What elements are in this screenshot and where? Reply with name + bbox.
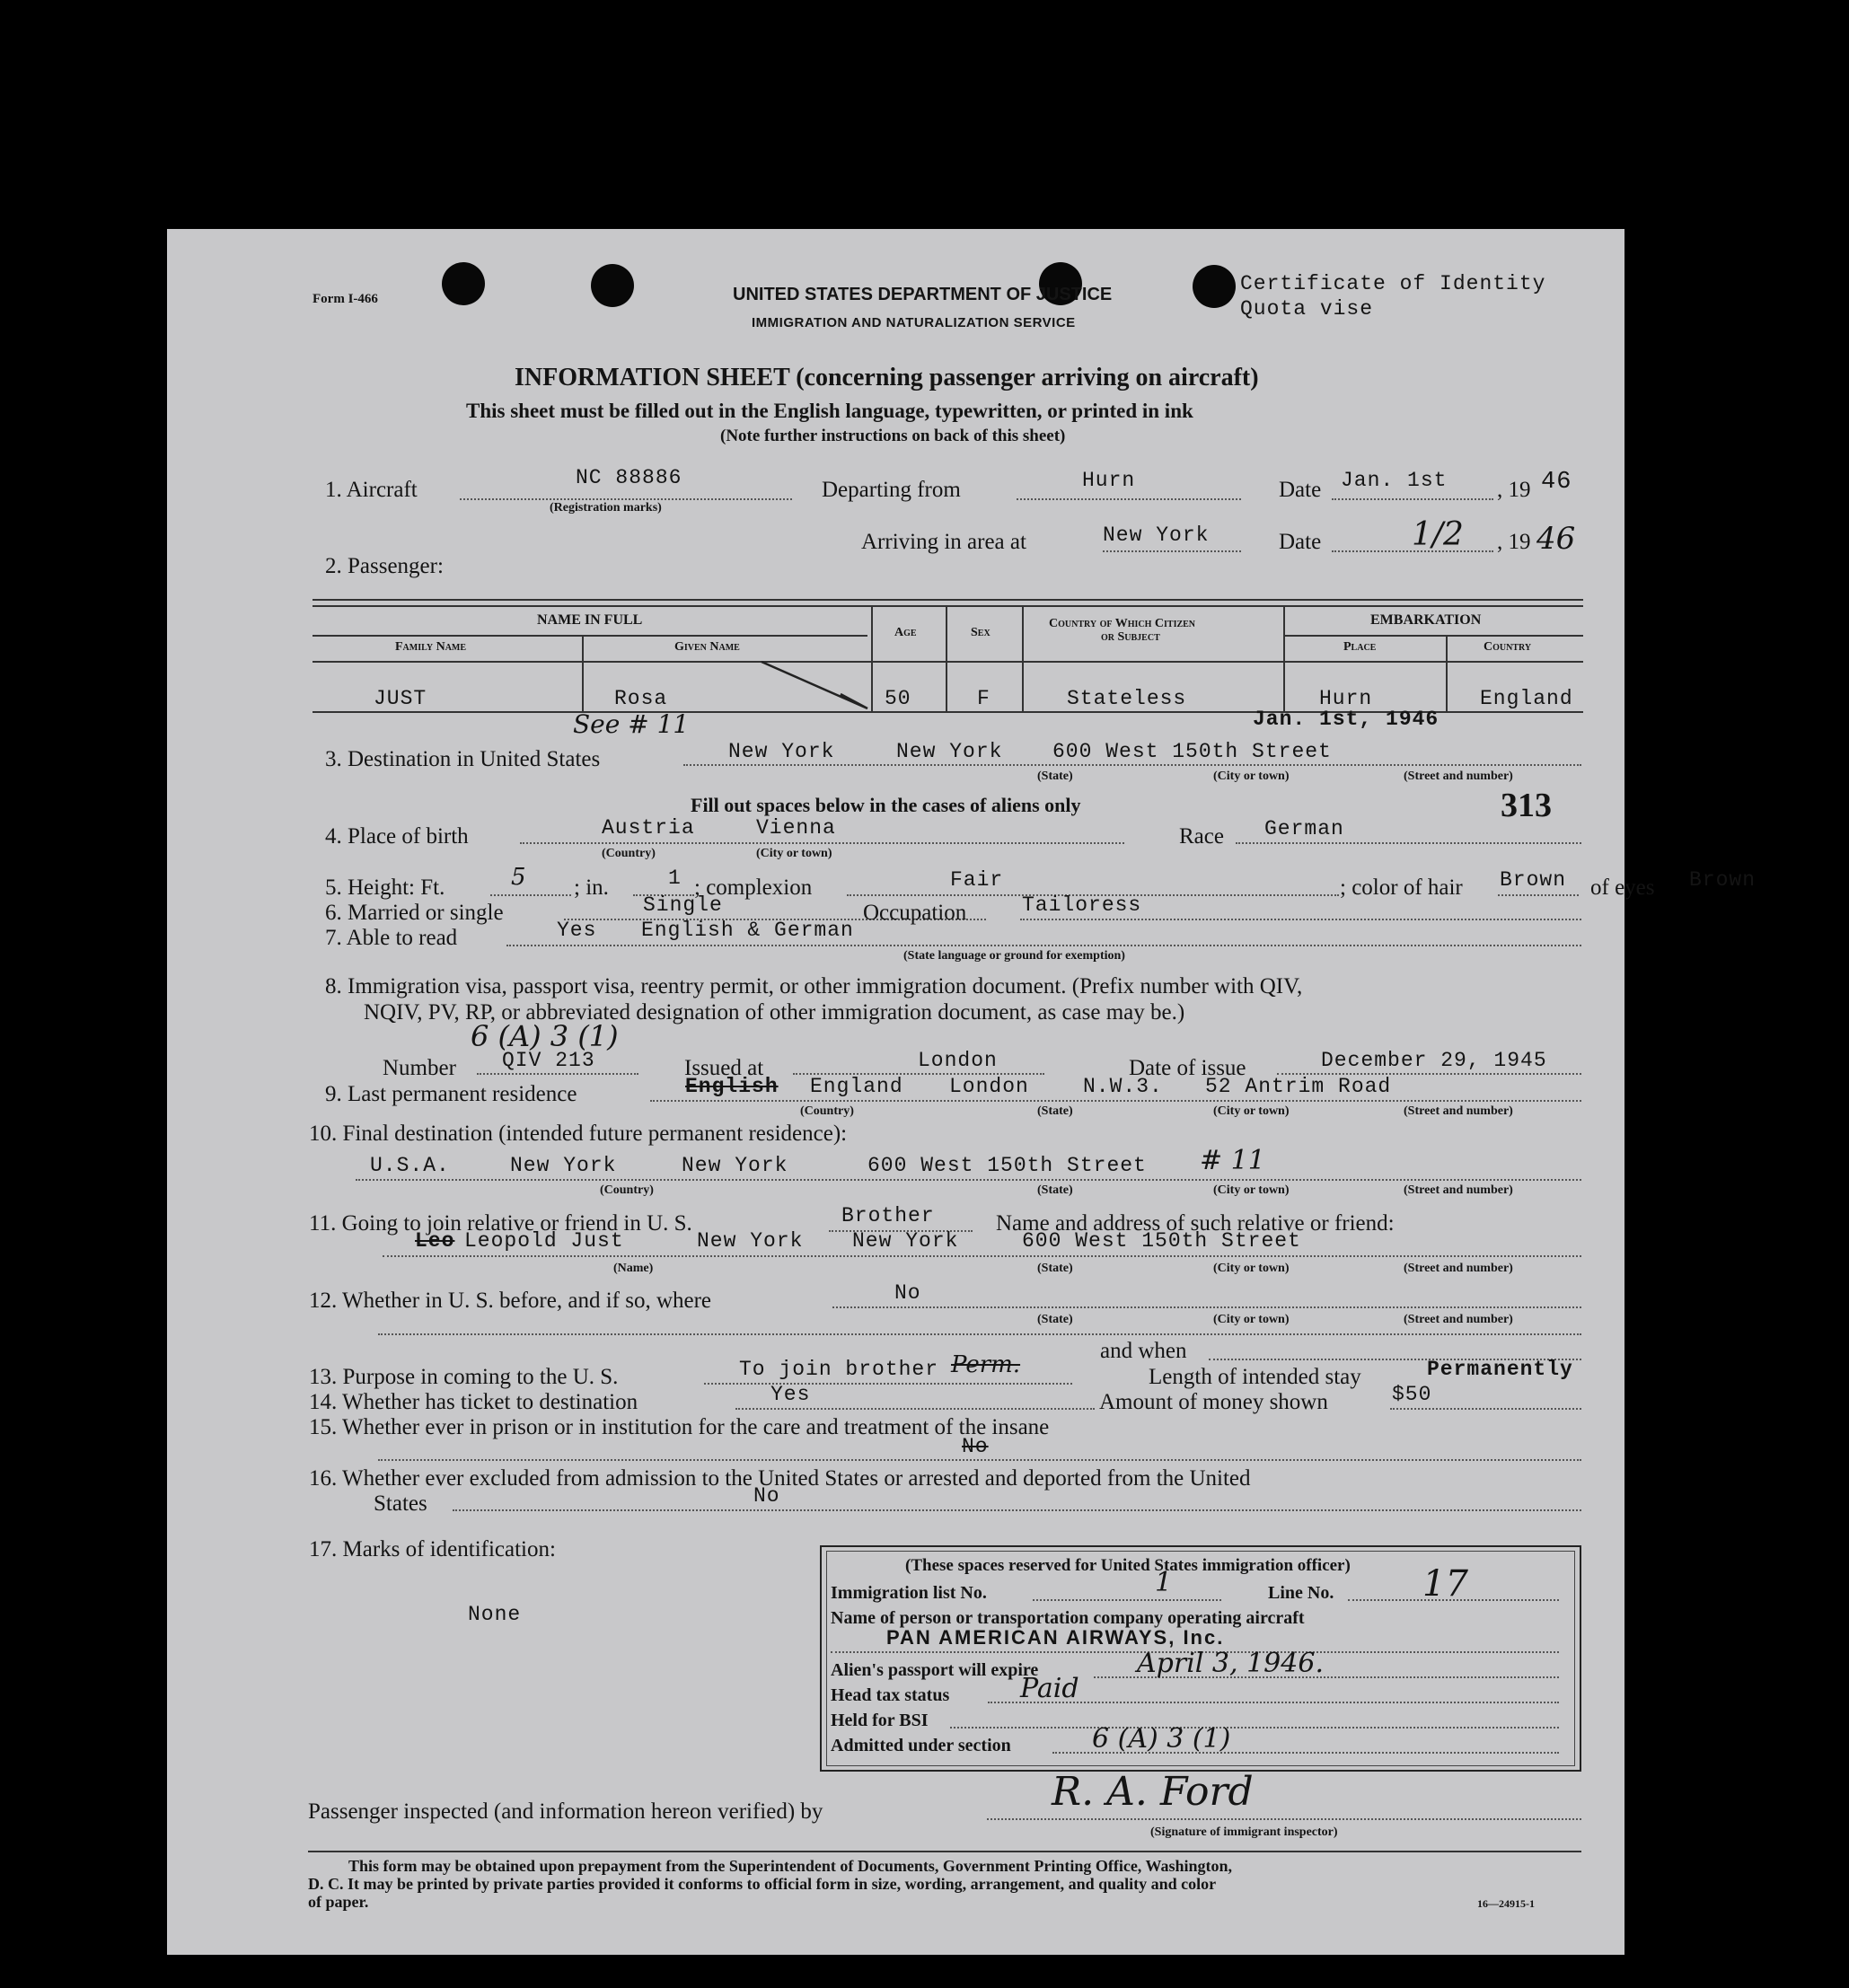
depart-year-prefix: , 19 — [1497, 478, 1531, 502]
col-citizen-2: or Subject — [1101, 630, 1160, 644]
caption-city: (City or town) — [1213, 1262, 1290, 1275]
height-label: 5. Height: Ft. — [325, 875, 445, 900]
relative-name-label: Name and address of such relative or friend: — [996, 1211, 1395, 1236]
aircraft-label: 1. Aircraft — [325, 478, 418, 502]
departing-value: Hurn — [1082, 469, 1136, 492]
eyes-label: of eyes — [1590, 875, 1655, 900]
col-given-name: Given Name — [674, 640, 740, 654]
bsi-label: Held for BSI — [831, 1711, 929, 1730]
col-country: Country — [1484, 640, 1532, 654]
caption-street: (Street and number) — [1404, 1262, 1513, 1275]
caption-country: (Country) — [602, 847, 656, 860]
destination-street: 600 West 150th Street — [1052, 740, 1332, 763]
punch-hole — [1193, 265, 1236, 308]
issue-date-value: December 29, 1945 — [1321, 1049, 1547, 1072]
residence-city: N.W.3. — [1083, 1075, 1163, 1098]
complexion-value: Fair — [950, 868, 1004, 892]
punch-hole — [591, 264, 634, 307]
birthplace-label: 4. Place of birth — [325, 824, 469, 849]
caption-country: (Country) — [600, 1183, 654, 1197]
expire-label: Alien's passport will expire — [831, 1660, 1039, 1680]
final-state: New York — [510, 1154, 617, 1177]
destination-city: New York — [896, 740, 1003, 763]
col-age: Age — [894, 626, 917, 639]
issued-value: London — [918, 1049, 998, 1072]
passenger-age: 50 — [885, 687, 911, 710]
caption-state: (State) — [1037, 1104, 1073, 1118]
read-label: 7. Able to read — [325, 926, 458, 950]
issued-label: Issued at — [684, 1056, 764, 1080]
marital-label: 6. Married or single — [325, 901, 504, 925]
caption-state: (State) — [1037, 1313, 1073, 1326]
caption-street: (Street and number) — [1404, 1104, 1513, 1118]
height-feet: 5 — [511, 864, 526, 891]
handwritten-check-mark — [760, 658, 872, 712]
money-value: $50 — [1392, 1383, 1432, 1406]
form-sheet — [167, 229, 1757, 1955]
stay-value: Permanently — [1427, 1358, 1573, 1381]
stay-label: Length of intended stay — [1149, 1365, 1361, 1389]
embark-country: England — [1480, 687, 1573, 710]
and-when-label: and when — [1100, 1339, 1187, 1363]
residence-street: 52 Antrim Road — [1205, 1075, 1392, 1098]
depart-year-value: 46 — [1541, 469, 1572, 496]
prison-label: 15. Whether ever in prison or in institution for the care and treatment of the insane — [309, 1415, 1050, 1439]
relative-name: Leopold Just — [464, 1229, 624, 1253]
final-handwritten: # 11 — [1200, 1145, 1265, 1176]
line-number-label: Line No. — [1268, 1583, 1334, 1603]
race-value: German — [1264, 817, 1344, 840]
caption-city: (City or town) — [1213, 770, 1290, 783]
marital-value: Single — [643, 893, 723, 917]
destination-handwritten: See # 11 — [573, 709, 690, 739]
arrive-year-value: 46 — [1536, 521, 1576, 557]
final-destination-label: 10. Final destination (intended future permanent residence): — [309, 1122, 848, 1146]
typed-note-quota: Quota vise — [1240, 297, 1374, 321]
join-label: 11. Going to join relative or friend in U. S. — [309, 1211, 692, 1236]
caption-country: (Country) — [800, 1104, 854, 1118]
registration-caption: (Registration marks) — [550, 501, 662, 515]
final-street: 600 West 150th Street — [867, 1154, 1147, 1177]
caption-city: (City or town) — [1213, 1313, 1290, 1326]
birthplace-city: Vienna — [756, 816, 836, 840]
section-label: Admitted under section — [831, 1736, 1011, 1755]
caption-state: (State) — [1037, 1262, 1073, 1275]
caption-street: (Street and number) — [1404, 1313, 1513, 1326]
join-relation: Brother — [841, 1204, 935, 1227]
company-label: Name of person or transportation company operating aircraft — [831, 1608, 1305, 1628]
height-inches-label: ; in. — [574, 875, 609, 900]
signature-caption: (Signature of immigrant inspector) — [1150, 1825, 1338, 1839]
hair-label: ; color of hair — [1340, 875, 1463, 900]
arrive-year-prefix: , 19 — [1497, 530, 1531, 554]
read-value: Yes — [557, 919, 597, 942]
caption-name: (Name) — [613, 1262, 654, 1275]
typed-note-certificate: Certificate of Identity — [1240, 272, 1546, 295]
embark-place: Hurn — [1319, 687, 1373, 710]
arrive-date-value: 1/2 — [1412, 516, 1464, 553]
col-family-name: Family Name — [395, 640, 467, 654]
inspection-label: Passenger inspected (and information hereon verified) by — [308, 1799, 823, 1824]
residence-country: England — [810, 1075, 903, 1098]
passenger-family-name: JUST — [374, 687, 427, 710]
list-number-value: 1 — [1155, 1567, 1173, 1598]
service-name: IMMIGRATION AND NATURALIZATION SERVICE — [752, 315, 1076, 330]
identification-label: 17. Marks of identification: — [309, 1537, 556, 1561]
residence-label: 9. Last permanent residence — [325, 1082, 577, 1106]
page-number: 313 — [1501, 787, 1552, 824]
caption-street: (Street and number) — [1404, 1183, 1513, 1197]
footer-line2: D. C. It may be printed by private parties provided it conforms to official form in size, wording, arrangement, and quality and color — [308, 1875, 1217, 1893]
final-city: New York — [682, 1154, 788, 1177]
passenger-given-name: Rosa — [614, 687, 668, 710]
footer-line1: This form may be obtained upon prepayment from the Superintendent of Documents, Government Printing Office, Washington, — [348, 1857, 1233, 1875]
caption-state: (State) — [1037, 1183, 1073, 1197]
headtax-label: Head tax status — [831, 1685, 950, 1705]
eyes-color: Brown — [1689, 868, 1757, 892]
col-sex: Sex — [971, 626, 991, 639]
caption-city: (City or town) — [1213, 1104, 1290, 1118]
line-number-value: 17 — [1422, 1563, 1468, 1605]
section-value: 6 (A) 3 (1) — [1092, 1723, 1231, 1755]
birthplace-country: Austria — [602, 816, 695, 840]
ticket-label: 14. Whether has ticket to destination — [309, 1390, 638, 1414]
depart-date-label: Date — [1279, 478, 1322, 502]
relative-state: New York — [697, 1229, 804, 1253]
list-number-label: Immigration list No. — [831, 1583, 987, 1603]
relative-struck: Leo — [415, 1229, 455, 1253]
document-line1: 8. Immigration visa, passport visa, reentry permit, or other immigration document. (Prefix number with QIV, — [325, 974, 1303, 998]
caption-state: (State) — [1037, 770, 1073, 783]
ticket-value: Yes — [770, 1383, 811, 1406]
footer-line3: of paper. — [308, 1893, 369, 1911]
aircraft-value: NC 88886 — [576, 466, 682, 489]
headtax-value: Paid — [1020, 1673, 1079, 1704]
col-name-in-full: NAME IN FULL — [537, 612, 643, 628]
form-subtitle: This sheet must be filled out in the English language, typewritten, or printed in ink — [466, 400, 1193, 422]
purpose-handwritten: Perm. — [951, 1351, 1021, 1378]
previous-visit-value: No — [894, 1281, 921, 1305]
col-embarkation: EMBARKATION — [1370, 612, 1482, 628]
purpose-value: To join brother — [739, 1358, 939, 1381]
occupation-label: Occupation — [863, 901, 967, 925]
occupation-value: Tailoress — [1022, 893, 1142, 917]
form-number: Form I-466 — [313, 292, 378, 306]
inspector-signature: R. A. Ford — [1052, 1769, 1254, 1815]
purpose-label: 13. Purpose in coming to the U. S. — [309, 1365, 619, 1389]
document-handwritten: 6 (A) 3 (1) — [471, 1019, 619, 1053]
officer-heading: (These spaces reserved for United States immigration officer) — [905, 1556, 1351, 1575]
prison-value: No — [962, 1435, 989, 1458]
document-line2: NQIV, PV, RP, or abbreviated designation of other immigration document, as case may be.) — [364, 1000, 1185, 1025]
relative-street: 600 West 150th Street — [1022, 1229, 1301, 1253]
embark-date: Jan. 1st, 1946 — [1253, 708, 1440, 731]
passenger-citizenship: Stateless — [1067, 687, 1187, 710]
passenger-sex: F — [977, 687, 991, 710]
relative-city: New York — [852, 1229, 959, 1253]
departing-label: Departing from — [822, 478, 961, 502]
complexion-label: ; complexion — [694, 875, 813, 900]
arriving-label: Arriving in area at — [861, 530, 1026, 554]
col-place: Place — [1343, 640, 1377, 654]
residence-state: London — [949, 1075, 1029, 1098]
punch-hole — [442, 262, 485, 305]
caption-city: (City or town) — [1213, 1183, 1290, 1197]
number-value: QIV 213 — [502, 1049, 595, 1072]
company-value: PAN AMERICAN AIRWAYS, Inc. — [886, 1626, 1225, 1649]
height-inches: 1 — [668, 866, 682, 890]
read-caption: (State language or ground for exemption) — [903, 949, 1125, 963]
passenger-label: 2. Passenger: — [325, 554, 444, 578]
form-title: INFORMATION SHEET (concerning passenger arriving on aircraft) — [515, 364, 1259, 391]
money-label: Amount of money shown — [1099, 1390, 1328, 1414]
excluded-line1: 16. Whether ever excluded from admission to the United States or arrested and deported from the United — [309, 1466, 1251, 1491]
department-name: UNITED STATES DEPARTMENT OF JUSTICE — [733, 285, 1113, 304]
expire-value: April 3, 1946. — [1137, 1648, 1324, 1679]
race-label: Race — [1179, 824, 1224, 849]
caption-street: (Street and number) — [1404, 770, 1513, 783]
identification-value: None — [468, 1603, 522, 1626]
excluded-line2: States — [374, 1491, 427, 1516]
residence-struck: English — [685, 1075, 779, 1098]
arriving-value: New York — [1103, 523, 1210, 547]
destination-label: 3. Destination in United States — [325, 747, 601, 771]
arrive-date-label: Date — [1279, 530, 1322, 554]
footer-code: 16—24915-1 — [1477, 1897, 1535, 1910]
form-note: (Note further instructions on back of this sheet) — [720, 427, 1066, 445]
number-label: Number — [383, 1056, 456, 1080]
final-country: U.S.A. — [370, 1154, 450, 1177]
caption-city: (City or town) — [756, 847, 832, 860]
col-citizen-1: Country of Which Citizen — [1049, 617, 1196, 630]
previous-visit-label: 12. Whether in U. S. before, and if so, where — [309, 1289, 712, 1313]
destination-state: New York — [728, 740, 835, 763]
excluded-value: No — [753, 1484, 780, 1508]
aliens-only-header: Fill out spaces below in the cases of aliens only — [691, 794, 1081, 816]
depart-date-value: Jan. 1st — [1341, 469, 1448, 492]
read-language: English & German — [641, 919, 854, 942]
hair-color: Brown — [1500, 868, 1567, 892]
issue-date-label: Date of issue — [1129, 1056, 1246, 1080]
